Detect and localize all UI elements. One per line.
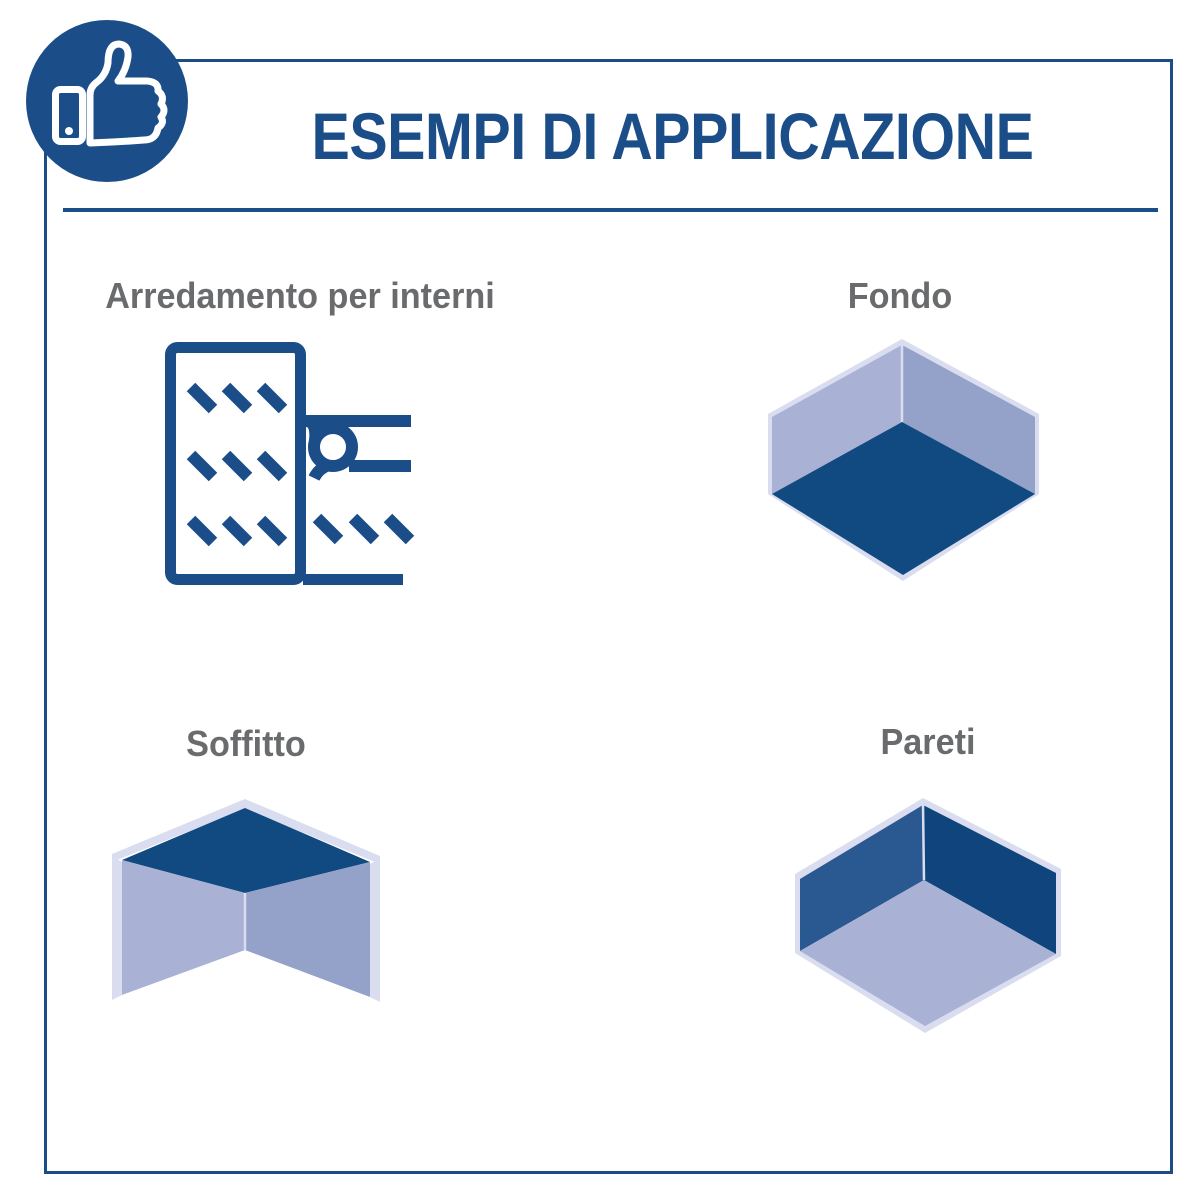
hatch-dash [226,520,248,542]
roll-loop [314,428,352,466]
hatch-dash [261,387,283,409]
cuff-dot [65,127,73,135]
hatch-dash [317,518,339,540]
section-label-fondo: Fondo [847,275,953,316]
ceiling-3d-icon [112,799,380,1002]
hatch-dash [191,455,213,477]
hatch-dash [226,387,248,409]
hatch-dash [388,518,410,540]
section-label-arredamento: Arredamento per interni [105,275,495,316]
right-wall-edge [370,858,380,1002]
hatch-dash [353,518,375,540]
hatch-dash [191,387,213,409]
hatch-dash [261,520,283,542]
section-label-soffitto: Soffitto [186,723,306,764]
section-label-pareti: Pareti [880,721,976,762]
left-wall-edge [112,856,122,1000]
page-title: ESEMPI DI APPLICAZIONE [311,99,1034,173]
hatch-dash [261,455,283,477]
corner-seam [923,805,924,880]
hatch-dash [191,520,213,542]
content-frame [46,61,1172,1173]
thumbs-up-badge [26,20,188,182]
walls-3d-icon [795,798,1061,1033]
hatch-dash [226,455,248,477]
interior-wall-covering-icon [171,348,412,580]
roll-tail [314,465,329,478]
box-bottom-3d-icon [768,339,1039,581]
